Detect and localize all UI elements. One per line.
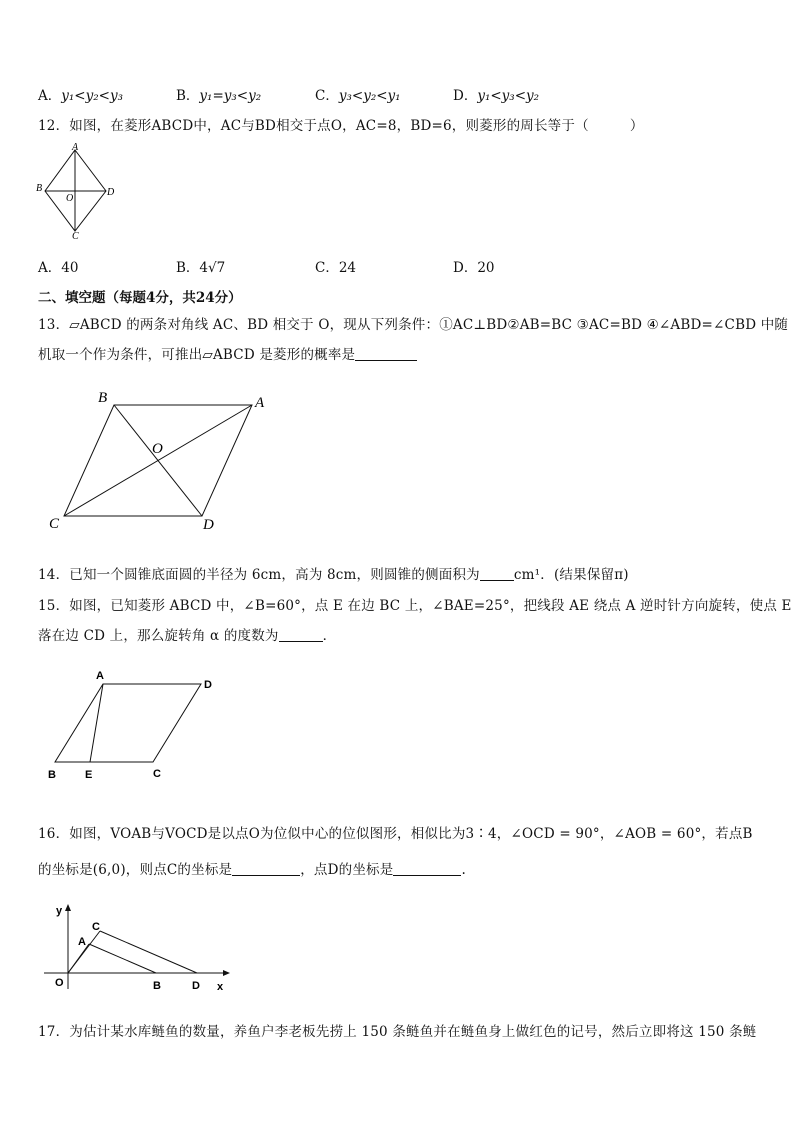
- q15-label-a: A: [96, 670, 104, 682]
- q13-label-b: B: [98, 390, 108, 406]
- q11-option-a: A．y₁<y₂<y₃: [38, 88, 123, 104]
- q15-label-d: D: [204, 679, 212, 691]
- q16-label-x: x: [217, 981, 224, 993]
- q16-label-b: B: [153, 980, 161, 992]
- q16-label-d: D: [192, 980, 200, 992]
- q12-option-d: D．20: [453, 260, 495, 276]
- q11-option-b: B．y₁=y₃<y₂: [176, 88, 262, 104]
- q12-rhombus-figure: [32, 140, 122, 240]
- q16-answer-blank-d[interactable]: [393, 861, 461, 876]
- q13-question-line1: 13．▱ABCD 的两条对角线 AC、BD 相交于 O，现从下列条件：①AC⊥BD②AB=BC ③AC=BD ④∠ABD=∠CBD 中随: [38, 317, 789, 333]
- q16-question-line1: 16．如图，VOAB与VOCD是以点O为位似中心的位似图形，相似比为3∶4，∠OCD = 90°，∠AOB = 60°，若点B: [38, 826, 753, 842]
- q11-option-d-math: y₁<y₃<y₂: [477, 88, 540, 104]
- q13-parallelogram-figure: [40, 385, 290, 535]
- q12-option-b: B．4√7: [176, 260, 226, 276]
- q11-option-d: D．y₁<y₃<y₂: [453, 88, 540, 104]
- q15-rhombus-figure: [40, 664, 230, 784]
- q12-option-a: A．40: [38, 260, 79, 276]
- q13-question-line2: 机取一个作为条件，可推出▱ABCD 是菱形的概率是: [38, 343, 417, 363]
- q15-label-b: B: [48, 769, 56, 781]
- q16-label-y: y: [56, 905, 63, 917]
- q12-option-c: C．24: [315, 260, 357, 276]
- q17-question-line1: 17．为估计某水库鲢鱼的数量，养鱼户李老板先捞上 150 条鲢鱼并在鲢鱼身上做红色的记号，然后立即将这 150 条鲢: [38, 1024, 757, 1040]
- q13-answer-blank[interactable]: [355, 346, 417, 361]
- q16-question-line2: 的坐标是(6,0)，则点C的坐标是 ，点D的坐标是 .: [38, 862, 466, 878]
- q12-label-b: B: [36, 183, 43, 194]
- q13-label-c: C: [49, 516, 60, 532]
- q16-label-o: O: [55, 977, 64, 989]
- q16-coordinate-figure: [40, 897, 240, 997]
- q14-question-text: 14．已知一个圆锥底面圆的半径为 6cm，高为 8cm，则圆锥的侧面积为 cm¹．(结果保留π): [38, 567, 629, 583]
- q13-label-o: O: [152, 441, 163, 457]
- q15-answer-blank[interactable]: [279, 627, 323, 642]
- q15-label-c: C: [153, 768, 161, 780]
- q11-option-a-math: y₁<y₂<y₃: [61, 88, 123, 104]
- q15-question-line2: 落在边 CD 上，那么旋转角 α 的度数为 ．: [38, 628, 337, 644]
- q15-question-line1: 15．如图，已知菱形 ABCD 中，∠B=60°，点 E 在边 BC 上，∠BAE=25°，把线段 AE 绕点 A 逆时针方向旋转，使点 E: [38, 598, 792, 614]
- q14-answer-blank[interactable]: [480, 566, 514, 581]
- q11-option-c-math: y₃<y₂<y₁: [338, 88, 401, 104]
- q12-label-c: C: [72, 231, 79, 240]
- q12-label-o: O: [66, 193, 74, 204]
- q11-option-b-math: y₁=y₃<y₂: [199, 88, 262, 104]
- q16-answer-blank-c[interactable]: [232, 861, 300, 876]
- q16-label-c: C: [92, 921, 100, 933]
- q12-label-d: D: [107, 187, 115, 198]
- q13-label-d: D: [203, 517, 214, 533]
- q12-label-a: A: [72, 142, 79, 153]
- q12-question-text: 12．如图，在菱形ABCD中，AC与BD相交于点O，AC=8，BD=6，则菱形的周长等于（ ）: [38, 118, 644, 134]
- q16-label-a: A: [78, 936, 86, 948]
- section-heading-fill-blank: 二、填空题（每题4分，共24分）: [38, 290, 242, 306]
- q12-option-b-math: 4√7: [199, 260, 226, 276]
- q13-label-a: A: [255, 395, 265, 411]
- q11-option-c: C．y₃<y₂<y₁: [315, 88, 401, 104]
- q15-label-e: E: [85, 769, 93, 781]
